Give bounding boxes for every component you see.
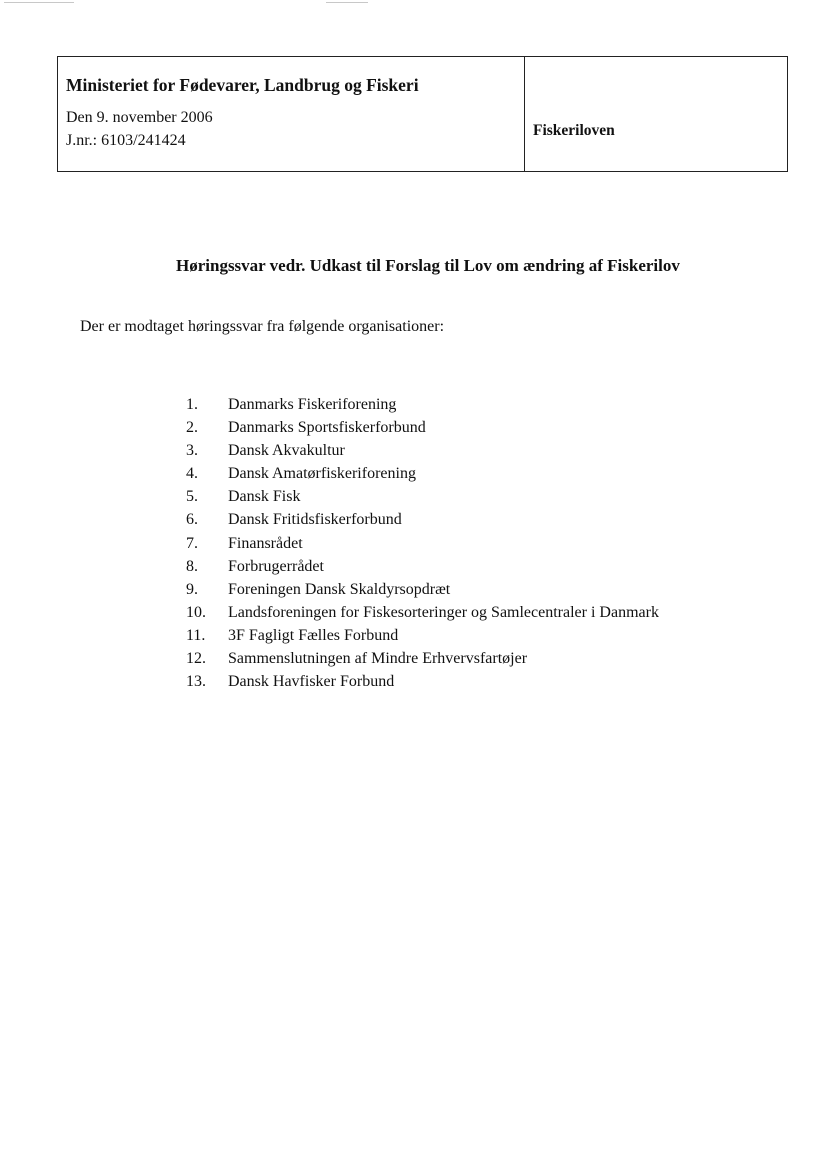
list-item-name: 3F Fagligt Fælles Forbund xyxy=(228,626,399,644)
list-item xyxy=(186,673,659,696)
list-item xyxy=(186,419,659,442)
document-subject: Fiskeriloven xyxy=(533,122,615,139)
list-item xyxy=(186,650,659,673)
list-item-number: 6. xyxy=(186,511,198,529)
list-item-name: Finansrådet xyxy=(228,534,303,552)
list-item-name: Danmarks Sportsfiskerforbund xyxy=(228,419,426,437)
header-left-cell xyxy=(58,57,525,171)
document-title: Høringssvar vedr. Udkast til Forslag til Lov om ændring af Fiskerilov xyxy=(176,256,680,275)
list-item-number: 2. xyxy=(186,419,198,437)
list-item xyxy=(186,581,659,604)
list-item-name: Sammenslutningen af Mindre Erhvervsfartøjer xyxy=(228,650,528,668)
list-item xyxy=(186,488,659,511)
list-item-name: Dansk Fritidsfiskerforbund xyxy=(228,511,402,529)
list-item-name: Dansk Akvakultur xyxy=(228,442,345,460)
list-item xyxy=(186,558,659,581)
list-item-number: 1. xyxy=(186,396,198,413)
intro-text: Der er modtaget høringssvar fra følgende organisationer: xyxy=(80,318,445,335)
list-item xyxy=(186,442,659,465)
list-item-number: 3. xyxy=(186,442,198,460)
list-item xyxy=(186,396,659,419)
list-item-name: Forbrugerrådet xyxy=(228,557,324,575)
list-item-number: 4. xyxy=(186,465,198,483)
list-item xyxy=(186,535,659,558)
list-item-number: 7. xyxy=(186,534,198,552)
scan-artifact xyxy=(4,2,74,3)
list-item-number: 9. xyxy=(186,580,198,598)
document-date: Den 9. november 2006 xyxy=(66,109,213,126)
list-item xyxy=(186,627,659,650)
list-item xyxy=(186,465,659,488)
organization-list xyxy=(186,396,659,696)
list-item xyxy=(186,511,659,534)
list-item-name: Dansk Fisk xyxy=(228,488,301,506)
list-item-number: 12. xyxy=(186,650,206,668)
list-item-number: 8. xyxy=(186,557,198,575)
list-item-name: Danmarks Fiskeriforening xyxy=(228,396,397,413)
list-item-name: Landsforeningen for Fiskesorteringer og Samlecentraler i Danmark xyxy=(228,603,659,621)
scan-artifact xyxy=(326,2,368,3)
list-item-number: 10. xyxy=(186,603,206,621)
list-item-number: 13. xyxy=(186,673,206,691)
ministry-name: Ministeriet for Fødevarer, Landbrug og Fiskeri xyxy=(66,75,419,95)
header-box xyxy=(57,56,788,172)
header-right-cell xyxy=(525,57,787,171)
list-item-name: Foreningen Dansk Skaldyrsopdræt xyxy=(228,580,451,598)
list-item-name: Dansk Havfisker Forbund xyxy=(228,673,395,691)
list-item-name: Dansk Amatørfiskeriforening xyxy=(228,465,416,483)
list-item-number: 11. xyxy=(186,626,206,644)
list-item xyxy=(186,604,659,627)
journal-number: J.nr.: 6103/241424 xyxy=(66,132,186,149)
list-item-number: 5. xyxy=(186,488,198,506)
